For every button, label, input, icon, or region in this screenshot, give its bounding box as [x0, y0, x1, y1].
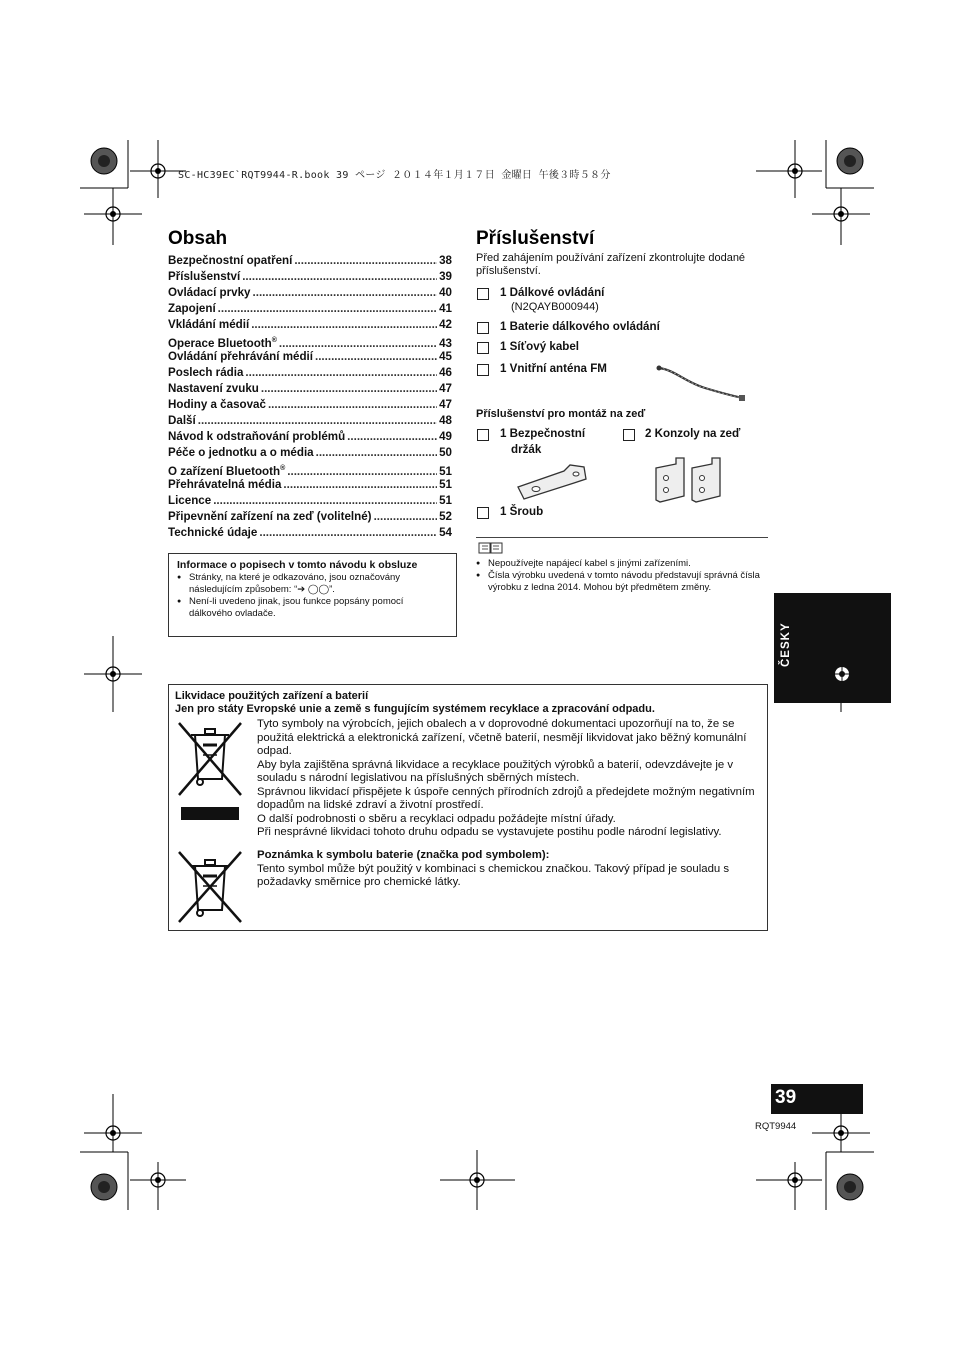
toc-row[interactable]: Poslech rádia ..... 46 — [168, 365, 452, 381]
accessory-item: 1 Vnitřní anténa FM — [500, 362, 607, 375]
toc-row[interactable]: Hodiny a časovač ..... 47 — [168, 397, 452, 413]
toc-row[interactable]: Péče o jednotku a o média ..... 50 — [168, 445, 452, 461]
wall-brackets-image — [650, 456, 730, 504]
toc-row[interactable]: O zařízení Bluetooth® ..... 51 — [168, 461, 452, 477]
checkbox[interactable] — [477, 507, 489, 519]
info-bullet: ● Není-li uvedeno jinak, jsou funkce popsány pomocí dálkového ovladače. — [177, 596, 448, 620]
accessory-item: 1 Baterie dálkového ovládání — [500, 320, 660, 333]
checkbox[interactable] — [477, 429, 489, 441]
toc-row[interactable]: Technické údaje ..... 54 — [168, 525, 452, 541]
book-note-icon — [478, 541, 504, 555]
accessory-item: 2 Konzoly na zeď — [645, 427, 741, 440]
note-bullet: ● Čísla výrobku uvedená v tomto návodu představují správná čísla výrobku z ledna 2014. Mohou být předmětem změny. — [476, 570, 768, 594]
toc-row[interactable]: Vkládání médií ..... 42 — [168, 317, 452, 333]
wheelie-bin-crossed-icon — [177, 719, 243, 823]
toc-row[interactable]: Operace Bluetooth® ..... 43 — [168, 333, 452, 349]
disposal-box — [168, 684, 768, 931]
toc-row[interactable]: Přehrávatelná média ..... 51 — [168, 477, 452, 493]
page-number-box — [771, 1084, 863, 1114]
toc-row[interactable]: Zapojení ..... 41 — [168, 301, 452, 317]
document-code: RQT9944 — [755, 1121, 797, 1132]
toc-row[interactable]: Ovládací prvky ..... 40 — [168, 285, 452, 301]
safety-holder-image — [514, 461, 590, 501]
toc-row[interactable]: Příslušenství ..... 39 — [168, 269, 452, 285]
battery-bin-crossed-icon — [177, 850, 243, 924]
checkbox[interactable] — [477, 342, 489, 354]
wall-mount-heading: Příslušenství pro montáž na zeď — [476, 408, 646, 420]
checkbox[interactable] — [477, 322, 489, 334]
crosshair-icon — [833, 665, 851, 683]
note-bullet: ● Nepoužívejte napájecí kabel s jinými zařízeními. — [476, 558, 768, 570]
print-header-line: SC-HC39EC`RQT9944-R.book 39 ページ ２０１４年１月１７日 金曜日 午後３時５８分 — [178, 170, 611, 181]
info-box — [168, 553, 457, 637]
page-number: 39 — [775, 1087, 797, 1108]
toc-row[interactable]: Další ..... 48 — [168, 413, 452, 429]
accessory-item: 1 Síťový kabel — [500, 340, 580, 353]
divider — [476, 537, 768, 538]
info-bullet: ● Stránky, na které je odkazováno, jsou označovány následujícím způsobem: “➔ ◯◯”. — [177, 572, 448, 596]
accessories-intro: Před zahájením používání zařízení zkontrolujte dodané příslušenství. — [476, 252, 746, 277]
fm-antenna-image — [655, 362, 747, 404]
toc-row[interactable]: Návod k odstraňování problémů ..... 49 — [168, 429, 452, 445]
accessory-item: 1 Bezpečnostní — [500, 427, 586, 440]
checkbox[interactable] — [623, 429, 635, 441]
toc-row[interactable]: Nastavení zvuku ..... 47 — [168, 381, 452, 397]
language-tab — [774, 593, 891, 703]
toc-title: Obsah — [168, 228, 228, 249]
accessory-item: 1 Šroub — [500, 505, 544, 518]
toc-row[interactable]: Licence ..... 51 — [168, 493, 452, 509]
accessories-title: Příslušenství — [476, 228, 595, 249]
disposal-title: Likvidace použitých zařízení a baterií Jen pro státy Evropské unie a země s fungujícím systémem recyklace a zpracování odpadu. — [175, 690, 655, 715]
notes — [476, 558, 768, 594]
toc-row[interactable]: Ovládání přehrávání médií ..... 45 — [168, 349, 452, 365]
toc-row[interactable]: Připevnění zařízení na zeď (volitelné) ..... 52 — [168, 509, 452, 525]
disposal-paragraph: Tyto symboly na výrobcích, jejich obalech a v doprovodné dokumentaci upozorňují na to, že se použitá elektrická a elektronická zařízení, včetně baterií, nesmějí likvidovat jako běžný komunální odpad. Aby byla zajištěna správná likvidace a recyklace použitých výrobků a baterií, odevzdávejte je v souladu s národní legislativou na příslušných sběrných místech. Správnou likvidací přispějete k úspoře cenných přírodních zdrojů a předejdete možným negativním dopadům na lidské zdraví a životní prostředí. O další podrobnosti o sběru a recyklaci odpadu požádejte místní úřady. Při nesprávné likvidaci tohoto druhu odpadu se vystavujete postihu podle národní legislativy. — [257, 718, 755, 838]
battery-note: Poznámka k symbolu baterie (značka pod symbolem): Tento symbol může být použitý v kombinaci s chemickou značkou. Takový případ je souladu s požadavky směrnice pro chemické látky. — [257, 849, 730, 888]
checkbox[interactable] — [477, 364, 489, 376]
accessory-item-line2: držák — [511, 443, 542, 456]
checkbox[interactable] — [477, 288, 489, 300]
accessory-model: (N2QAYB000944) — [511, 301, 599, 313]
language-tab-label: ČESKY — [780, 622, 792, 667]
accessory-item: 1 Dálkové ovládání — [500, 286, 605, 299]
info-box-title: Informace o popisech v tomto návodu k obsluze — [177, 559, 418, 571]
table-of-contents — [168, 253, 452, 541]
toc-row[interactable]: Bezpečnostní opatření ..... 38 — [168, 253, 452, 269]
